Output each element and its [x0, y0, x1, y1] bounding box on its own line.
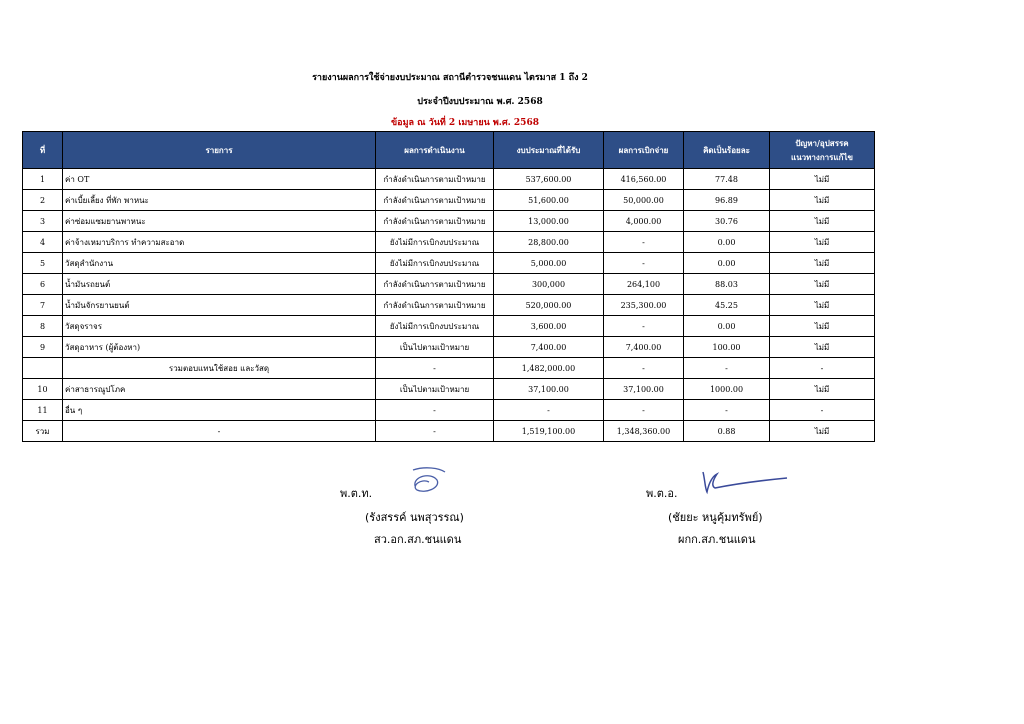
table-cell: 9 [23, 337, 63, 358]
table-cell: - [604, 400, 684, 421]
table-cell: 37,100.00 [604, 379, 684, 400]
table-cell: 1,519,100.00 [494, 421, 604, 442]
table-cell: 1,482,000.00 [494, 358, 604, 379]
table-row [23, 337, 875, 358]
table-cell: ไม่มี [770, 337, 875, 358]
table-cell: ยังไม่มีการเบิกงบประมาณ [376, 232, 494, 253]
table-cell: - [604, 316, 684, 337]
table-cell: กำลังดำเนินการตามเป้าหมาย [376, 190, 494, 211]
table-cell: รวม [23, 421, 63, 442]
table-cell: - [494, 400, 604, 421]
table-cell: 1000.00 [684, 379, 770, 400]
col-header-budget: งบประมาณที่ได้รับ [494, 132, 604, 169]
table-cell: 8 [23, 316, 63, 337]
table-cell: 28,800.00 [494, 232, 604, 253]
table-cell: 45.25 [684, 295, 770, 316]
table-cell: วัสดุสำนักงาน [63, 253, 376, 274]
table-cell: 416,560.00 [604, 169, 684, 190]
table-row [23, 211, 875, 232]
table-cell: ค่าเบี้ยเลี้ยง ที่พัก พาหนะ [63, 190, 376, 211]
table-cell: ไม่มี [770, 211, 875, 232]
table-cell [23, 358, 63, 379]
left-signer-rank: พ.ต.ท. [340, 487, 373, 500]
table-cell: ยังไม่มีการเบิกงบประมาณ [376, 253, 494, 274]
report-date: ข้อมูล ณ วันที่ 2 เมษายน พ.ศ. 2568 [391, 118, 539, 128]
table-cell: 13,000.00 [494, 211, 604, 232]
right-signer-rank: พ.ต.อ. [646, 487, 678, 500]
table-cell: 50,000.00 [604, 190, 684, 211]
table-cell: 4 [23, 232, 63, 253]
table-cell: เป็นไปตามเป้าหมาย [376, 379, 494, 400]
table-cell: 7,400.00 [494, 337, 604, 358]
table-header-row [23, 132, 875, 169]
table-row [23, 295, 875, 316]
right-signer-name: (ชัยยะ หนูคุ้มทรัพย์) [668, 511, 763, 524]
table-cell: 10 [23, 379, 63, 400]
table-cell: 37,100.00 [494, 379, 604, 400]
right-signer-position: ผกก.สภ.ชนแดน [678, 533, 756, 546]
table-cell: น้ำมันรถยนต์ [63, 274, 376, 295]
left-signature-image [405, 464, 455, 498]
table-cell: 100.00 [684, 337, 770, 358]
table-cell: 5,000.00 [494, 253, 604, 274]
table-cell: 51,600.00 [494, 190, 604, 211]
table-cell: 0.00 [684, 232, 770, 253]
table-cell: 5 [23, 253, 63, 274]
table-cell: ไม่มี [770, 232, 875, 253]
table-cell: ค่าสาธารณูปโภค [63, 379, 376, 400]
table-cell: ไม่มี [770, 253, 875, 274]
table-cell: ไม่มี [770, 316, 875, 337]
table-cell: ไม่มี [770, 274, 875, 295]
col-header-percent: คิดเป็นร้อยละ [684, 132, 770, 169]
table-cell: อื่น ๆ [63, 400, 376, 421]
table-cell: ไม่มี [770, 421, 875, 442]
table-cell: 0.88 [684, 421, 770, 442]
table-cell: 4,000.00 [604, 211, 684, 232]
table-row [23, 169, 875, 190]
table-cell: 77.48 [684, 169, 770, 190]
table-cell: 30.76 [684, 211, 770, 232]
table-cell: - [684, 400, 770, 421]
table-cell: ค่า OT [63, 169, 376, 190]
table-cell: 300,000 [494, 274, 604, 295]
table-cell: 6 [23, 274, 63, 295]
table-cell: - [376, 358, 494, 379]
table-cell: - [376, 421, 494, 442]
table-cell: กำลังดำเนินการตามเป้าหมาย [376, 169, 494, 190]
left-signer-name: (รังสรรค์ นพสุวรรณ) [365, 511, 464, 524]
table-row [23, 400, 875, 421]
budget-table [22, 131, 875, 442]
col-header-performance: ผลการดำเนินงาน [376, 132, 494, 169]
right-signature-image [695, 462, 791, 498]
table-cell: 7,400.00 [604, 337, 684, 358]
table-cell: 1 [23, 169, 63, 190]
table-cell: กำลังดำเนินการตามเป้าหมาย [376, 211, 494, 232]
table-cell: - [604, 253, 684, 274]
total-row [23, 421, 875, 442]
table-cell: 537,600.00 [494, 169, 604, 190]
table-row [23, 379, 875, 400]
table-cell: น้ำมันจักรยานยนต์ [63, 295, 376, 316]
report-fiscal-year: ประจำปีงบประมาณ พ.ศ. 2568 [417, 97, 543, 107]
table-cell: ไม่มี [770, 169, 875, 190]
col-header-problems: ปัญหา/อุปสรรค แนวทางการแก้ไข [770, 132, 875, 169]
table-cell: เป็นไปตามเป้าหมาย [376, 337, 494, 358]
table-cell: - [376, 400, 494, 421]
table-row [23, 232, 875, 253]
table-cell: ไม่มี [770, 379, 875, 400]
table-cell: ไม่มี [770, 295, 875, 316]
table-cell: ค่าซ่อมแซมยานพาหนะ [63, 211, 376, 232]
left-signer-position: สว.อก.สภ.ชนแดน [374, 533, 462, 546]
table-cell: 88.03 [684, 274, 770, 295]
table-cell: 3 [23, 211, 63, 232]
table-cell: 11 [23, 400, 63, 421]
table-row [23, 316, 875, 337]
table-cell: - [604, 232, 684, 253]
table-cell: รวมตอบแทนใช้สอย และวัสดุ [63, 358, 376, 379]
table-cell: - [684, 358, 770, 379]
table-cell: 235,300.00 [604, 295, 684, 316]
table-cell: กำลังดำเนินการตามเป้าหมาย [376, 274, 494, 295]
table-cell: - [770, 358, 875, 379]
table-body [23, 169, 875, 442]
table-cell: 96.89 [684, 190, 770, 211]
table-cell: 7 [23, 295, 63, 316]
table-row [23, 274, 875, 295]
table-cell: 0.00 [684, 253, 770, 274]
table-cell: ไม่มี [770, 190, 875, 211]
table-cell: - [770, 400, 875, 421]
table-cell: 2 [23, 190, 63, 211]
table-cell: วัสดุจราจร [63, 316, 376, 337]
table-cell: - [604, 358, 684, 379]
table-cell: 264,100 [604, 274, 684, 295]
table-cell: 0.00 [684, 316, 770, 337]
subtotal-row [23, 358, 875, 379]
table-row [23, 190, 875, 211]
table-cell: 520,000.00 [494, 295, 604, 316]
table-cell: กำลังดำเนินการตามเป้าหมาย [376, 295, 494, 316]
table-cell: - [63, 421, 376, 442]
report-title: รายงานผลการใช้จ่ายงบประมาณ สถานีตำรวจชนแดน ไตรมาส 1 ถึง 2 [312, 73, 588, 83]
table-cell: 1,348,360.00 [604, 421, 684, 442]
table-cell: ยังไม่มีการเบิกงบประมาณ [376, 316, 494, 337]
col-header-no: ที่ [23, 132, 63, 169]
table-cell: ค่าจ้างเหมาบริการ ทำความสะอาด [63, 232, 376, 253]
table-cell: วัสดุอาหาร (ผู้ต้องหา) [63, 337, 376, 358]
col-header-item: รายการ [63, 132, 376, 169]
table-cell: 3,600.00 [494, 316, 604, 337]
table-row [23, 253, 875, 274]
col-header-disbursed: ผลการเบิกจ่าย [604, 132, 684, 169]
